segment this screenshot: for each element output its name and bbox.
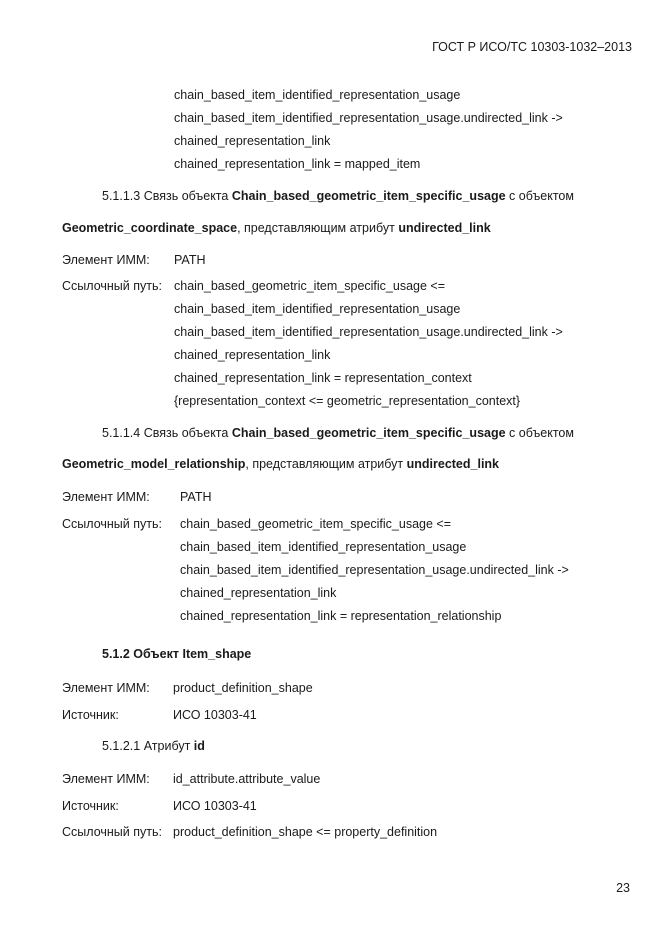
element-value: PATH [180,490,212,504]
attribute-name: id [193,739,205,753]
source-value: ИСО 10303-41 [173,799,257,813]
path-line: chained_representation_link [174,134,331,148]
document-id: ГОСТ Р ИСО/ТС 10303-1032–2013 [432,40,632,54]
path-line: chained_representation_link [174,348,331,362]
source-label: Источник: [62,708,119,722]
path-line: product_definition_shape <= property_definition [173,825,438,839]
path-line: chain_based_geometric_item_specific_usage <= [174,279,446,293]
section-5-1-2-1-title: 5.1.2.1 Атрибут id [102,739,205,753]
path-line: chain_based_item_identified_representation_usage [174,302,461,316]
section-5-1-1-4-title-cont: Geometric_model_relationship, представляющим атрибут undirected_link [62,457,500,471]
path-line: chained_representation_link = representation_relationship [180,609,502,623]
ref-path-label: Ссылочный путь: [62,279,162,293]
path-line: chain_based_item_identified_representation_usage.undirected_link -> [174,325,563,339]
source-value: ИСО 10303-41 [173,708,257,722]
path-line: chain_based_item_identified_representation_usage.undirected_link -> [174,111,563,125]
ref-path-label: Ссылочный путь: [62,517,162,531]
section-5-1-2-heading: 5.1.2 Объект Item_shape [102,647,252,661]
section-5-1-1-4-title: 5.1.1.4 Связь объекта Chain_based_geometric_item_specific_usage с объектом [102,426,574,440]
section-5-1-1-3-title-cont: Geometric_coordinate_space, представляющим атрибут undirected_link [62,221,491,235]
entity-name: Chain_based_geometric_item_specific_usage [231,189,506,203]
entity-name: Geometric_coordinate_space [62,221,238,235]
entity-name: Geometric_model_relationship [62,457,246,471]
element-label: Элемент ИММ: [62,253,150,267]
path-line: chained_representation_link = representation_context [174,371,472,385]
element-label: Элемент ИММ: [62,490,150,504]
section-number: 5.1.1.3 [102,189,141,203]
path-line: chain_based_item_identified_representation_usage [180,540,467,554]
element-label: Элемент ИММ: [62,772,150,786]
section-5-1-1-3-title: 5.1.1.3 Связь объекта Chain_based_geometric_item_specific_usage с объектом [102,189,574,203]
attribute-name: undirected_link [398,221,491,235]
path-line: chain_based_item_identified_representation_usage [174,88,461,102]
path-line: chained_representation_link = mapped_item [174,157,421,171]
path-line: chain_based_item_identified_representation_usage.undirected_link -> [180,563,569,577]
page-number: 23 [616,881,630,895]
path-line: chained_representation_link [180,586,337,600]
element-label: Элемент ИММ: [62,681,150,695]
section-number: 5.1.2.1 [102,739,141,753]
element-value: id_attribute.attribute_value [173,772,321,786]
element-value: PATH [174,253,206,267]
ref-path-label: Ссылочный путь: [62,825,162,839]
path-line: {representation_context <= geometric_representation_context} [174,394,521,408]
source-label: Источник: [62,799,119,813]
path-line: chain_based_geometric_item_specific_usage <= [180,517,452,531]
element-value: product_definition_shape [173,681,313,695]
entity-name: Chain_based_geometric_item_specific_usage [231,426,506,440]
section-number: 5.1.1.4 [102,426,141,440]
attribute-name: undirected_link [406,457,500,471]
